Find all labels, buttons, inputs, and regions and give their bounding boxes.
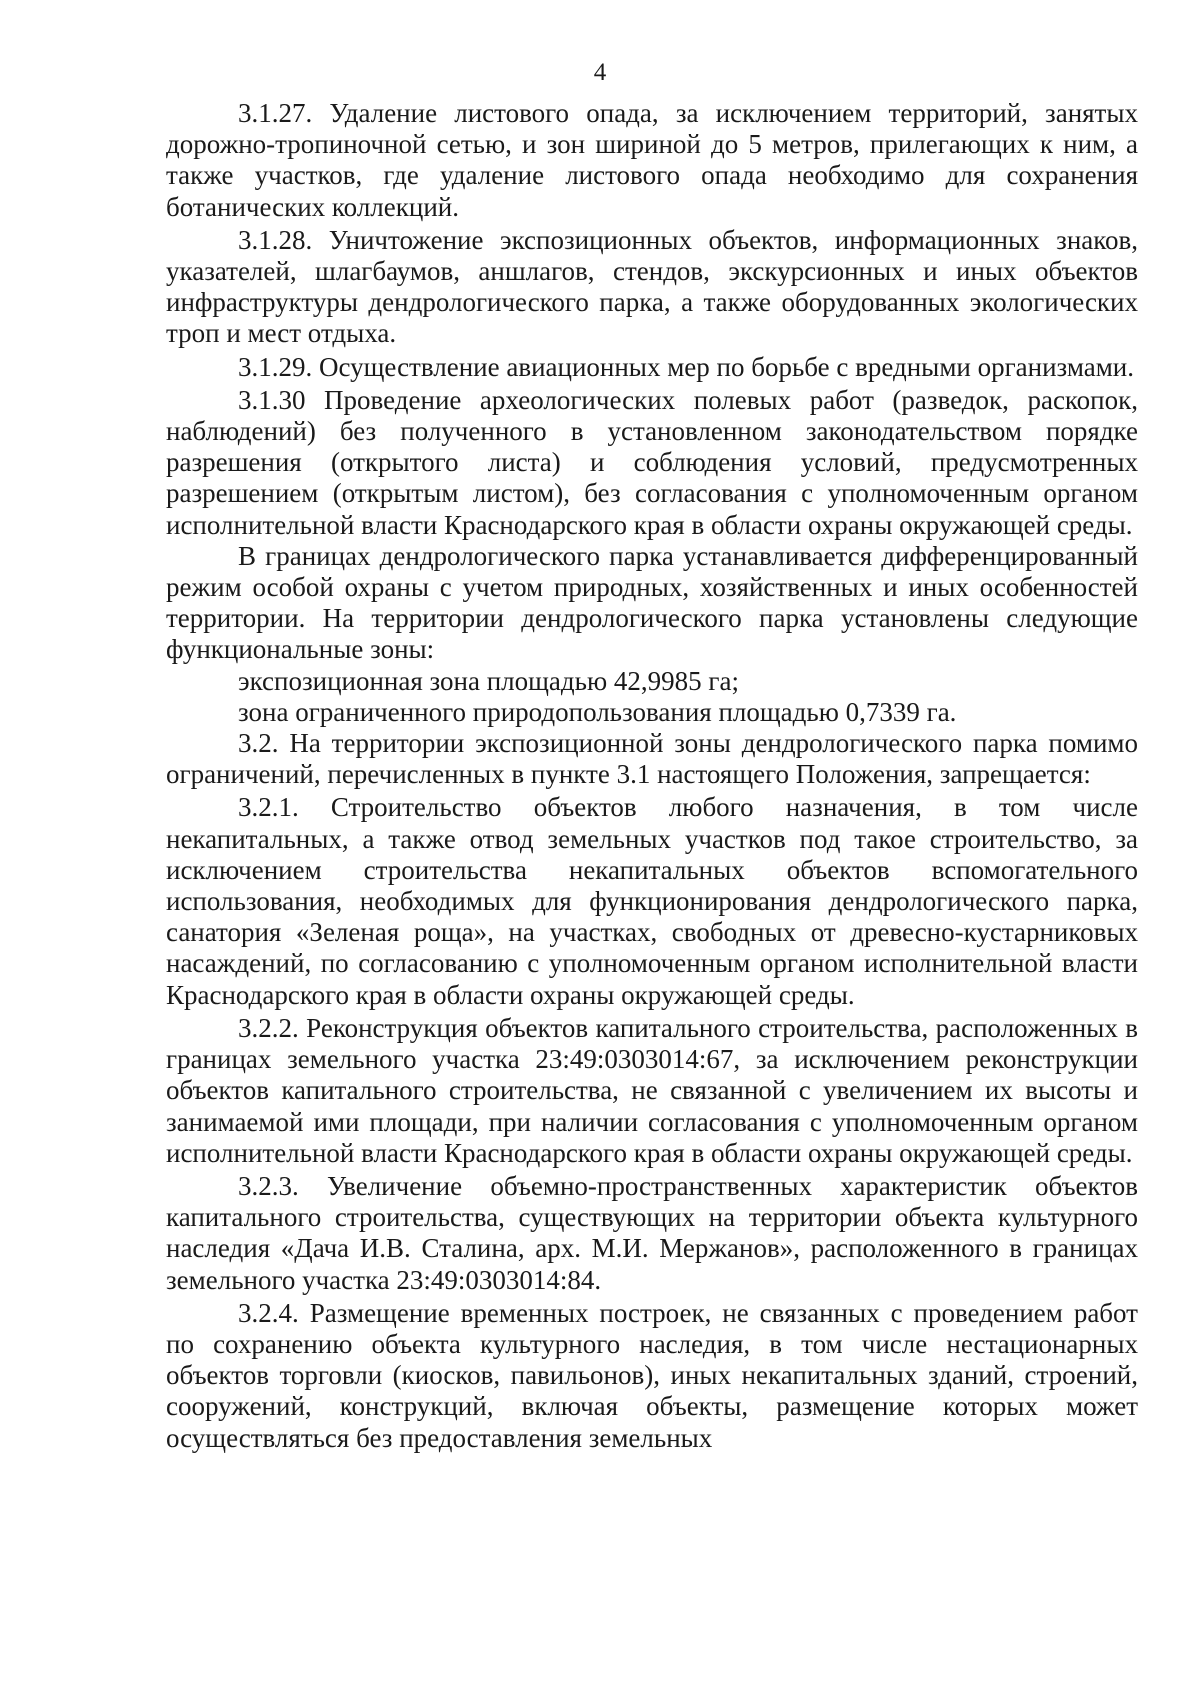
- paragraph-3-1-30: 3.1.30 Проведение археологических полевых работ (разведок, раскопок, наблюдений) без полученного в установленном законодательством порядке разрешения (открытого листа) и соблюдения условий, предусмотренных разрешением (открытым листом), без согласования с уполномоченным органом исполнительной власти Краснодарского края в области охраны окружающей среды.: [166, 384, 1138, 540]
- paragraph-3-2-4: 3.2.4. Размещение временных построек, не связанных с проведением работ по сохранению объекта культурного наследия, в том числе нестационарных объектов торговли (киосков, павильонов), иных некапитальных зданий, строений, сооружений, конструкций, включая объекты, размещение которых может осуществляться без предоставления земельных: [166, 1297, 1138, 1453]
- paragraph-3-2-1: 3.2.1. Строительство объектов любого назначения, в том числе некапитальных, а также отвод земельных участков под такое строительство, за исключением строительства некапитальных объектов вспомогательного использования, необходимых для функционирования дендрологического парка, санатория «Зеленая роща», на участках, свободных от древесно-кустарниковых насаждений, по согласованию с уполномоченным органом исполнительной власти Краснодарского края в области охраны окружающей среды.: [166, 792, 1138, 1010]
- paragraph-3-1-27: 3.1.27. Удаление листового опада, за исключением территорий, занятых дорожно-тропиночной сетью, и зон шириной до 5 метров, прилегающих к ним, а также участков, где удаление листового опада необходимо для сохранения ботанических коллекций.: [166, 98, 1138, 222]
- paragraph-3-2: 3.2. На территории экспозиционной зоны дендрологического парка помимо ограничений, перечисленных в пункте 3.1 настоящего Положения, запрещается:: [166, 728, 1138, 790]
- paragraph-3-1-28: 3.1.28. Уничтожение экспозиционных объектов, информационных знаков, указателей, шлагбаумов, аншлагов, стендов, экскурсионных и иных объектов инфраструктуры дендрологического парка, а также оборудованных экологических троп и мест отдыха.: [166, 224, 1138, 349]
- paragraph-3-2-3: 3.2.3. Увеличение объемно-пространственных характеристик объектов капитального строительства, существующих на территории объекта культурного наследия «Дача И.В. Сталина, арх. М.И. Мержанов», расположенного в границах земельного участка 23:49:0303014:84.: [166, 1170, 1138, 1295]
- paragraph-exposition-zone: экспозиционная зона площадью 42,9985 га;: [238, 665, 739, 696]
- page-number: 4: [593, 59, 607, 86]
- paragraph-functional-zones: В границах дендрологического парка устанавливается дифференцированный режим особой охраны с учетом природных, хозяйственных и иных особенностей территории. На территории дендрологического парка установлены следующие функциональные зоны:: [166, 540, 1138, 665]
- paragraph-3-1-29: 3.1.29. Осуществление авиационных мер по борьбе с вредными организмами.: [238, 351, 1135, 382]
- document-body: [166, 98, 1138, 1454]
- paragraph-3-2-2: 3.2.2. Реконструкция объектов капитального строительства, расположенных в границах земельного участка 23:49:0303014:67, за исключением реконструкции объектов капитального строительства, не связанной с увеличением их высоты и занимаемой ими площади, при наличии согласования с уполномоченным органом исполнительной власти Краснодарского края в области охраны окружающей среды.: [166, 1012, 1138, 1168]
- paragraph-limited-use-zone: зона ограниченного природопользования площадью 0,7339 га.: [238, 696, 957, 727]
